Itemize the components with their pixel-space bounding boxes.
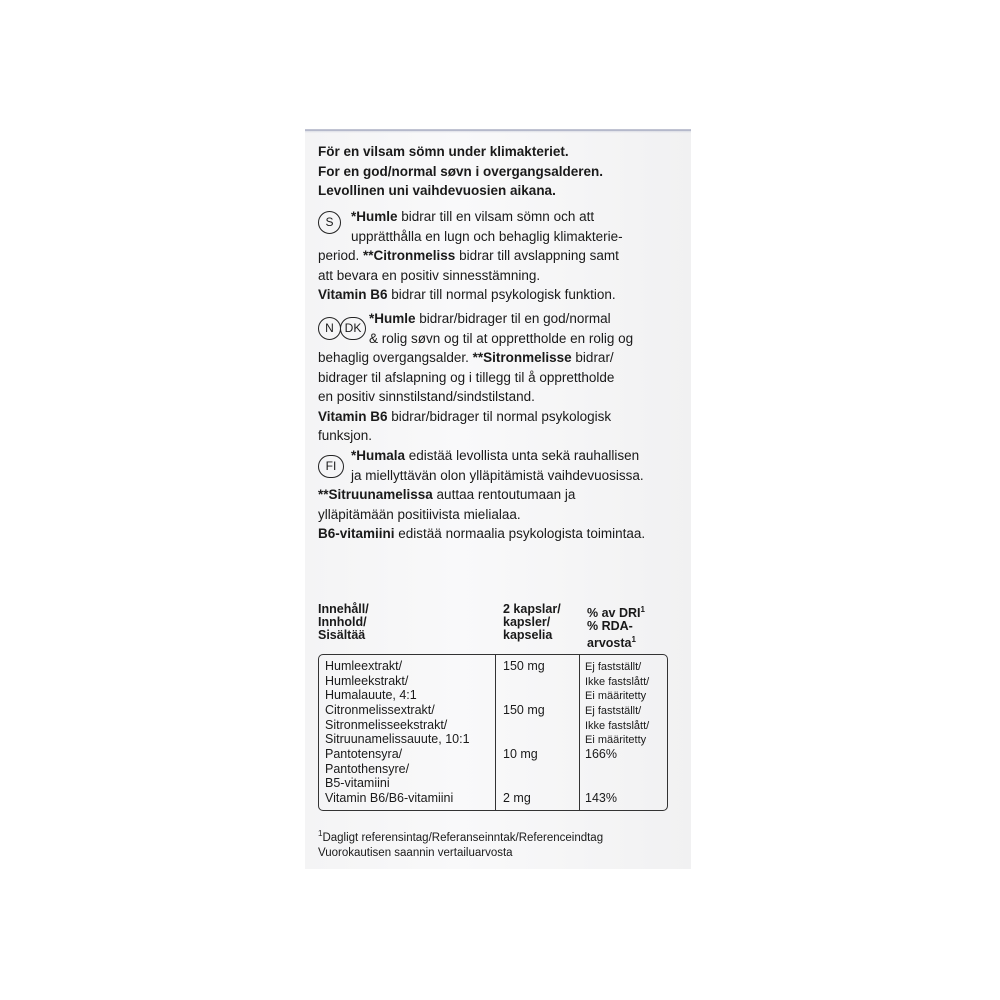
dri-value: Ej fastställt/ [585,705,642,717]
claim-keyword: *Humle [351,209,398,224]
column-divider [579,655,580,810]
table-header-dri [587,603,645,650]
footnote-marker: 1 [631,635,636,644]
claim-text: bidrar/bidrager til normal psykologisk [387,408,612,424]
claim-keyword: **Citronmeliss [363,248,456,263]
claim-text: bidrar till avslappning samt [455,248,619,263]
footnote-marker: 1 [318,829,323,838]
intro-line-fi: Levollinen uni vaihdevuosien aikana. [318,183,556,198]
header-line: % av DRI [587,606,641,620]
claim-text: & rolig søvn og til at opprettholde en rolig og [369,330,634,346]
dri-cell [585,660,649,704]
claim-keyword: Vitamin B6 [318,287,388,302]
footnote-text: Dagligt referensintag/Referanseinntak/Referenceindtag [322,832,604,844]
header-line: Innehåll/ [318,602,369,616]
ingredient-name: Sitronmelisseekstrakt/ [325,717,448,732]
table-row [325,747,409,791]
claim-keyword: *Humle [369,311,416,326]
ingredient-name: Sitruunamelissauute, 10:1 [325,732,470,746]
claim-text: bidrager til afslapning og i tillegg til å opprettholde [318,369,615,385]
claim-text: bidrar/bidrager til en god/normal [415,311,611,326]
footnote [318,826,603,861]
amount-cell: 10 mg [503,747,538,761]
claim-keyword: Vitamin B6 [318,408,388,424]
claim-keyword: B6-vitamiini [318,526,395,541]
table-header-amount [503,603,561,642]
nutrition-table [318,654,668,811]
intro-text [318,142,678,201]
dri-value: Ei määritetty [585,734,647,746]
amount-cell: 150 mg [503,703,545,717]
claim-keyword: **Sitruunamelissa [318,487,433,502]
claim-text: bidrar/ [571,350,614,365]
dri-cell: 166% [585,747,617,761]
claims-no [318,309,678,446]
header-line: arvosta [587,636,632,650]
claim-text: period. [318,248,364,263]
footnote-text: Vuorokautisen saannin vertailuarvosta [318,847,513,859]
language-badge-n: N [318,317,341,340]
table-row [325,703,470,747]
ingredient-name: Humleekstrakt/ [325,673,409,688]
ingredient-name: Pantotensyra/ [325,747,403,761]
dri-value: Ei määritetty [585,690,647,702]
ingredient-name: Citronmelissextrakt/ [325,703,435,717]
claim-text: behaglig overgangsalder. [318,350,473,365]
claim-text: bidrar till en vilsam sömn och att [397,209,595,224]
claim-keyword: *Humala [351,448,406,463]
claim-text: ja miellyttävän olon ylläpitämistä vaihdevuosissa. [351,467,644,483]
claim-keyword: **Sitronmelisse [472,350,572,365]
panel-top-edge [305,129,691,133]
language-badge-dk: DK [340,317,366,340]
dri-cell: 143% [585,791,617,805]
dri-value: Ikke fastslått/ [585,675,650,688]
claim-text: edistää normaalia psykologista toimintaa. [394,526,646,541]
ingredient-name: Humalauute, 4:1 [325,688,417,702]
table-header-content [318,603,369,642]
intro-line-no: For en god/normal søvn i overgangsalderen. [318,163,604,179]
claim-text: bidrar till normal psykologisk funktion. [387,287,616,302]
dri-value: Ej fastställt/ [585,661,642,673]
intro-line-sv: För en vilsam sömn under klimakteriet. [318,144,569,159]
header-line: kapsler/ [503,615,551,629]
dri-cell [585,704,649,748]
language-badge-se: S [318,211,341,234]
claim-text: auttaa rentoutumaan ja [432,487,576,502]
header-line: Sisältää [318,628,366,642]
claim-text: edistää levollista unta sekä rauhallisen [405,448,640,463]
ingredient-name: Pantothensyre/ [325,761,410,776]
claim-text: ylläpitämään positiivista mielialaa. [318,506,521,522]
header-line: % RDA- [587,619,633,633]
header-line: kapselia [503,628,553,642]
ingredient-name: Humleextrakt/ [325,659,403,673]
footnote-marker: 1 [640,605,645,614]
dri-value: Ikke fastslått/ [585,719,650,732]
header-line: 2 kapslar/ [503,602,561,616]
table-row [325,659,417,703]
header-line: Innhold/ [318,615,367,629]
claims-sv [318,207,678,305]
column-divider [495,655,496,810]
claims-fi [318,446,678,544]
amount-cell: 2 mg [503,791,531,805]
table-row: Vitamin B6/B6-vitamiini [325,791,454,805]
amount-cell: 150 mg [503,659,545,673]
language-badge-fi: FI [318,455,344,478]
claim-text: att bevara en positiv sinnesstämning. [318,267,541,283]
claim-text: funksjon. [318,428,373,443]
ingredient-name: B5-vitamiini [325,776,390,790]
claim-text: en positiv sinnstilstand/sindstilstand. [318,389,535,404]
claim-text: upprätthålla en lugn och behaglig klimakterie- [351,228,623,244]
